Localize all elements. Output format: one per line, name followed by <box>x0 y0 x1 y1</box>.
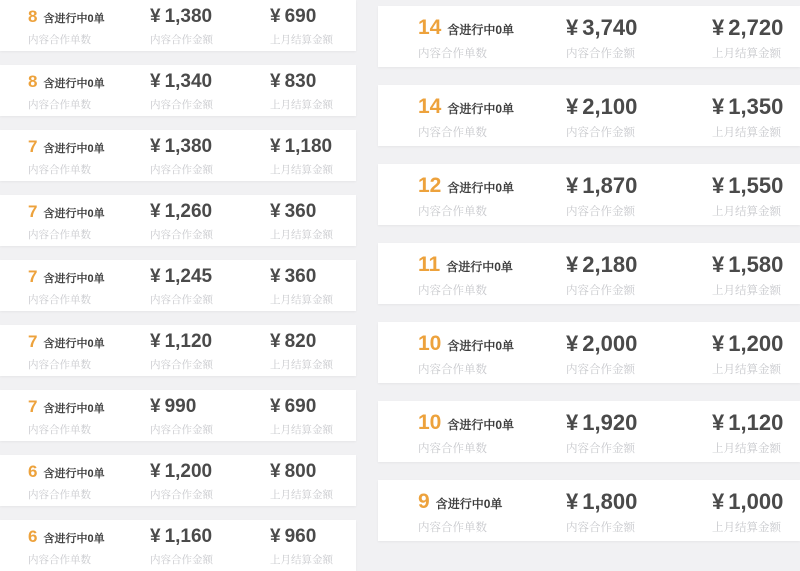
settled-amount-cell <box>270 462 356 506</box>
settled-amount-cell <box>270 137 356 181</box>
in-progress-suffix: 含进行中0单 <box>447 339 515 353</box>
cooperation-amount-label: 内容合作金额 <box>566 206 635 218</box>
order-count-label: 内容合作单数 <box>418 443 487 455</box>
in-progress-suffix: 含进行中0单 <box>43 403 105 415</box>
stat-row[interactable] <box>378 6 800 67</box>
currency-symbol: ¥ <box>270 6 281 27</box>
order-count-cell <box>418 332 566 383</box>
order-count-cell <box>418 411 566 462</box>
order-count-label: 内容合作单数 <box>28 164 91 176</box>
stat-row[interactable] <box>0 325 356 376</box>
in-progress-suffix: 含进行中0单 <box>435 497 503 511</box>
cooperation-amount-value: 1,245 <box>164 266 213 287</box>
stats-column-left <box>0 0 356 571</box>
currency-symbol: ¥ <box>150 266 161 287</box>
cooperation-amount-label: 内容合作金额 <box>150 99 213 111</box>
order-count-value: 14 <box>418 95 442 118</box>
order-count-value: 7 <box>28 137 38 156</box>
settled-amount-label: 上月结算金额 <box>712 206 781 218</box>
cooperation-amount-label: 内容合作金额 <box>150 294 213 306</box>
cooperation-amount-label: 内容合作金额 <box>150 34 213 46</box>
cooperation-amount-label: 内容合作金额 <box>150 424 213 436</box>
cooperation-amount-value: 2,000 <box>582 331 638 356</box>
order-count-cell <box>28 462 150 506</box>
currency-symbol: ¥ <box>270 331 281 352</box>
in-progress-suffix: 含进行中0单 <box>43 273 105 285</box>
settled-amount-cell <box>270 397 356 441</box>
order-count-value: 10 <box>418 332 442 355</box>
currency-symbol: ¥ <box>270 266 281 287</box>
currency-symbol: ¥ <box>270 136 281 157</box>
cooperation-amount-label: 内容合作金额 <box>566 522 635 534</box>
currency-symbol: ¥ <box>270 396 281 417</box>
order-count-value: 8 <box>28 72 38 91</box>
stat-row[interactable] <box>0 65 356 116</box>
order-count-label: 内容合作单数 <box>28 34 91 46</box>
order-count-cell <box>418 95 566 146</box>
cooperation-amount-label: 内容合作金额 <box>150 554 213 566</box>
settled-amount-cell <box>270 267 356 311</box>
cooperation-amount-value: 990 <box>164 396 197 417</box>
cooperation-amount-label: 内容合作金额 <box>150 359 213 371</box>
stat-row[interactable] <box>0 0 356 51</box>
settled-amount-label: 上月结算金额 <box>712 522 781 534</box>
cooperation-amount-cell <box>150 527 270 571</box>
settled-amount-value: 690 <box>284 396 317 417</box>
settled-amount-value: 830 <box>284 71 317 92</box>
order-count-label: 内容合作单数 <box>418 48 487 60</box>
settled-amount-label: 上月结算金额 <box>270 229 333 241</box>
order-count-value: 8 <box>28 7 38 26</box>
cooperation-amount-value: 1,200 <box>164 461 213 482</box>
cooperation-amount-cell <box>150 137 270 181</box>
order-count-value: 7 <box>28 202 38 221</box>
settled-amount-label: 上月结算金额 <box>270 554 333 566</box>
currency-symbol: ¥ <box>566 489 579 514</box>
in-progress-suffix: 含进行中0单 <box>43 13 105 25</box>
settled-amount-cell <box>712 253 800 304</box>
stats-column-right <box>378 6 800 541</box>
settled-amount-cell <box>712 332 800 383</box>
currency-symbol: ¥ <box>270 201 281 222</box>
order-count-label: 内容合作单数 <box>28 294 91 306</box>
cooperation-amount-cell <box>566 253 712 304</box>
currency-symbol: ¥ <box>712 410 725 435</box>
cooperation-amount-cell <box>566 490 712 541</box>
cooperation-amount-label: 内容合作金额 <box>566 443 635 455</box>
order-count-value: 11 <box>418 253 441 276</box>
stat-row[interactable] <box>378 164 800 225</box>
order-count-label: 内容合作单数 <box>28 424 91 436</box>
cooperation-amount-cell <box>150 72 270 116</box>
currency-symbol: ¥ <box>712 331 725 356</box>
settled-amount-label: 上月结算金额 <box>270 359 333 371</box>
cooperation-amount-cell <box>566 16 712 67</box>
settled-amount-value: 1,550 <box>728 173 784 198</box>
cooperation-amount-cell <box>150 332 270 376</box>
order-count-cell <box>418 174 566 225</box>
cooperation-amount-cell <box>566 95 712 146</box>
order-count-cell <box>28 332 150 376</box>
settled-amount-label: 上月结算金额 <box>270 34 333 46</box>
cooperation-amount-value: 3,740 <box>582 15 638 40</box>
settled-amount-value: 690 <box>284 6 317 27</box>
cooperation-amount-label: 内容合作金额 <box>150 229 213 241</box>
currency-symbol: ¥ <box>150 331 161 352</box>
settled-amount-label: 上月结算金额 <box>712 364 781 376</box>
currency-symbol: ¥ <box>712 173 725 198</box>
in-progress-suffix: 含进行中0单 <box>447 23 515 37</box>
settled-amount-value: 1,000 <box>728 489 784 514</box>
settled-amount-cell <box>712 174 800 225</box>
order-count-cell <box>418 490 566 541</box>
in-progress-suffix: 含进行中0单 <box>446 260 513 274</box>
order-count-value: 7 <box>28 397 38 416</box>
order-count-cell <box>28 527 150 571</box>
cooperation-amount-label: 内容合作金额 <box>566 48 635 60</box>
stat-row[interactable] <box>0 130 356 181</box>
settled-amount-cell <box>270 527 356 571</box>
currency-symbol: ¥ <box>270 71 281 92</box>
in-progress-suffix: 含进行中0单 <box>43 338 105 350</box>
currency-symbol: ¥ <box>712 94 725 119</box>
settled-amount-cell <box>712 490 800 541</box>
currency-symbol: ¥ <box>150 461 161 482</box>
settled-amount-value: 1,180 <box>284 136 333 157</box>
currency-symbol: ¥ <box>712 252 725 277</box>
settled-amount-value: 2,720 <box>728 15 784 40</box>
currency-symbol: ¥ <box>150 396 161 417</box>
order-count-label: 内容合作单数 <box>418 364 487 376</box>
settled-amount-label: 上月结算金额 <box>712 443 781 455</box>
cooperation-amount-cell <box>150 462 270 506</box>
order-count-label: 内容合作单数 <box>28 489 91 501</box>
stat-row[interactable] <box>378 322 800 383</box>
settled-amount-value: 1,120 <box>728 410 784 435</box>
stat-row[interactable] <box>0 260 356 311</box>
settled-amount-value: 800 <box>284 461 317 482</box>
in-progress-suffix: 含进行中0单 <box>43 468 105 480</box>
cooperation-amount-cell <box>150 7 270 51</box>
settled-amount-cell <box>270 202 356 246</box>
settled-amount-cell <box>712 411 800 462</box>
currency-symbol: ¥ <box>566 331 579 356</box>
currency-symbol: ¥ <box>150 71 161 92</box>
in-progress-suffix: 含进行中0单 <box>447 102 515 116</box>
order-count-value: 6 <box>28 527 38 546</box>
order-count-value: 14 <box>418 16 442 39</box>
currency-symbol: ¥ <box>150 136 161 157</box>
in-progress-suffix: 含进行中0单 <box>447 418 515 432</box>
currency-symbol: ¥ <box>566 173 579 198</box>
order-count-cell <box>28 72 150 116</box>
cooperation-amount-cell <box>566 174 712 225</box>
currency-symbol: ¥ <box>566 252 579 277</box>
stat-row[interactable] <box>0 520 356 571</box>
order-count-label: 内容合作单数 <box>28 554 91 566</box>
stat-row[interactable] <box>378 401 800 462</box>
cooperation-amount-value: 1,160 <box>164 526 213 547</box>
settled-amount-label: 上月结算金额 <box>712 48 781 60</box>
settled-amount-cell <box>270 7 356 51</box>
settled-amount-value: 1,200 <box>728 331 784 356</box>
order-count-cell <box>28 137 150 181</box>
settled-amount-label: 上月结算金额 <box>712 285 781 297</box>
cooperation-amount-label: 内容合作金额 <box>150 489 213 501</box>
currency-symbol: ¥ <box>566 15 579 40</box>
cooperation-amount-label: 内容合作金额 <box>150 164 213 176</box>
cooperation-amount-value: 1,260 <box>164 201 213 222</box>
currency-symbol: ¥ <box>150 6 161 27</box>
cooperation-amount-label: 内容合作金额 <box>566 364 635 376</box>
settled-amount-value: 820 <box>284 331 317 352</box>
settled-amount-value: 1,350 <box>728 94 784 119</box>
settled-amount-value: 360 <box>284 201 317 222</box>
cooperation-amount-value: 1,380 <box>164 6 213 27</box>
stat-row[interactable] <box>378 480 800 541</box>
in-progress-suffix: 含进行中0单 <box>43 208 105 220</box>
cooperation-amount-value: 1,920 <box>582 410 638 435</box>
cooperation-amount-value: 2,100 <box>582 94 638 119</box>
order-count-value: 10 <box>418 411 442 434</box>
order-count-label: 内容合作单数 <box>418 522 487 534</box>
settled-amount-cell <box>270 332 356 376</box>
settled-amount-label: 上月结算金额 <box>270 164 333 176</box>
currency-symbol: ¥ <box>566 410 579 435</box>
cooperation-amount-value: 1,800 <box>582 489 638 514</box>
in-progress-suffix: 含进行中0单 <box>43 143 105 155</box>
settled-amount-cell <box>270 72 356 116</box>
currency-symbol: ¥ <box>270 461 281 482</box>
settled-amount-label: 上月结算金额 <box>270 424 333 436</box>
stat-row[interactable] <box>378 85 800 146</box>
currency-symbol: ¥ <box>712 489 725 514</box>
stat-row[interactable] <box>0 195 356 246</box>
order-count-label: 内容合作单数 <box>418 206 487 218</box>
order-count-label: 内容合作单数 <box>28 359 91 371</box>
cooperation-amount-cell <box>566 411 712 462</box>
settled-amount-value: 360 <box>284 266 317 287</box>
order-count-label: 内容合作单数 <box>28 99 91 111</box>
settled-amount-cell <box>712 16 800 67</box>
settled-amount-label: 上月结算金额 <box>270 99 333 111</box>
stat-row[interactable] <box>0 390 356 441</box>
cooperation-amount-cell <box>566 332 712 383</box>
order-count-cell <box>28 7 150 51</box>
in-progress-suffix: 含进行中0单 <box>43 78 105 90</box>
order-count-value: 7 <box>28 332 38 351</box>
settled-amount-cell <box>712 95 800 146</box>
cooperation-amount-cell <box>150 397 270 441</box>
order-count-cell <box>418 253 566 304</box>
cooperation-amount-cell <box>150 202 270 246</box>
cooperation-amount-value: 2,180 <box>582 252 638 277</box>
cooperation-amount-value: 1,340 <box>164 71 213 92</box>
order-count-cell <box>28 397 150 441</box>
settled-amount-label: 上月结算金额 <box>270 294 333 306</box>
order-count-label: 内容合作单数 <box>418 127 487 139</box>
order-count-value: 6 <box>28 462 38 481</box>
currency-symbol: ¥ <box>270 526 281 547</box>
cooperation-amount-label: 内容合作金额 <box>566 127 635 139</box>
currency-symbol: ¥ <box>712 15 725 40</box>
settled-amount-value: 960 <box>284 526 317 547</box>
order-count-cell <box>28 202 150 246</box>
stat-row[interactable] <box>0 455 356 506</box>
order-count-value: 12 <box>418 174 442 197</box>
stat-row[interactable] <box>378 243 800 304</box>
order-count-cell <box>28 267 150 311</box>
order-count-cell <box>418 16 566 67</box>
currency-symbol: ¥ <box>150 526 161 547</box>
currency-symbol: ¥ <box>566 94 579 119</box>
settled-amount-label: 上月结算金额 <box>712 127 781 139</box>
settled-amount-value: 1,580 <box>728 252 784 277</box>
order-count-value: 9 <box>418 490 430 513</box>
currency-symbol: ¥ <box>150 201 161 222</box>
cooperation-amount-value: 1,870 <box>582 173 638 198</box>
in-progress-suffix: 含进行中0单 <box>447 181 515 195</box>
cooperation-amount-label: 内容合作金额 <box>566 285 635 297</box>
cooperation-amount-value: 1,120 <box>164 331 213 352</box>
order-count-label: 内容合作单数 <box>418 285 487 297</box>
cooperation-amount-value: 1,380 <box>164 136 213 157</box>
cooperation-amount-cell <box>150 267 270 311</box>
settled-amount-label: 上月结算金额 <box>270 489 333 501</box>
order-count-value: 7 <box>28 267 38 286</box>
in-progress-suffix: 含进行中0单 <box>43 533 105 545</box>
order-count-label: 内容合作单数 <box>28 229 91 241</box>
